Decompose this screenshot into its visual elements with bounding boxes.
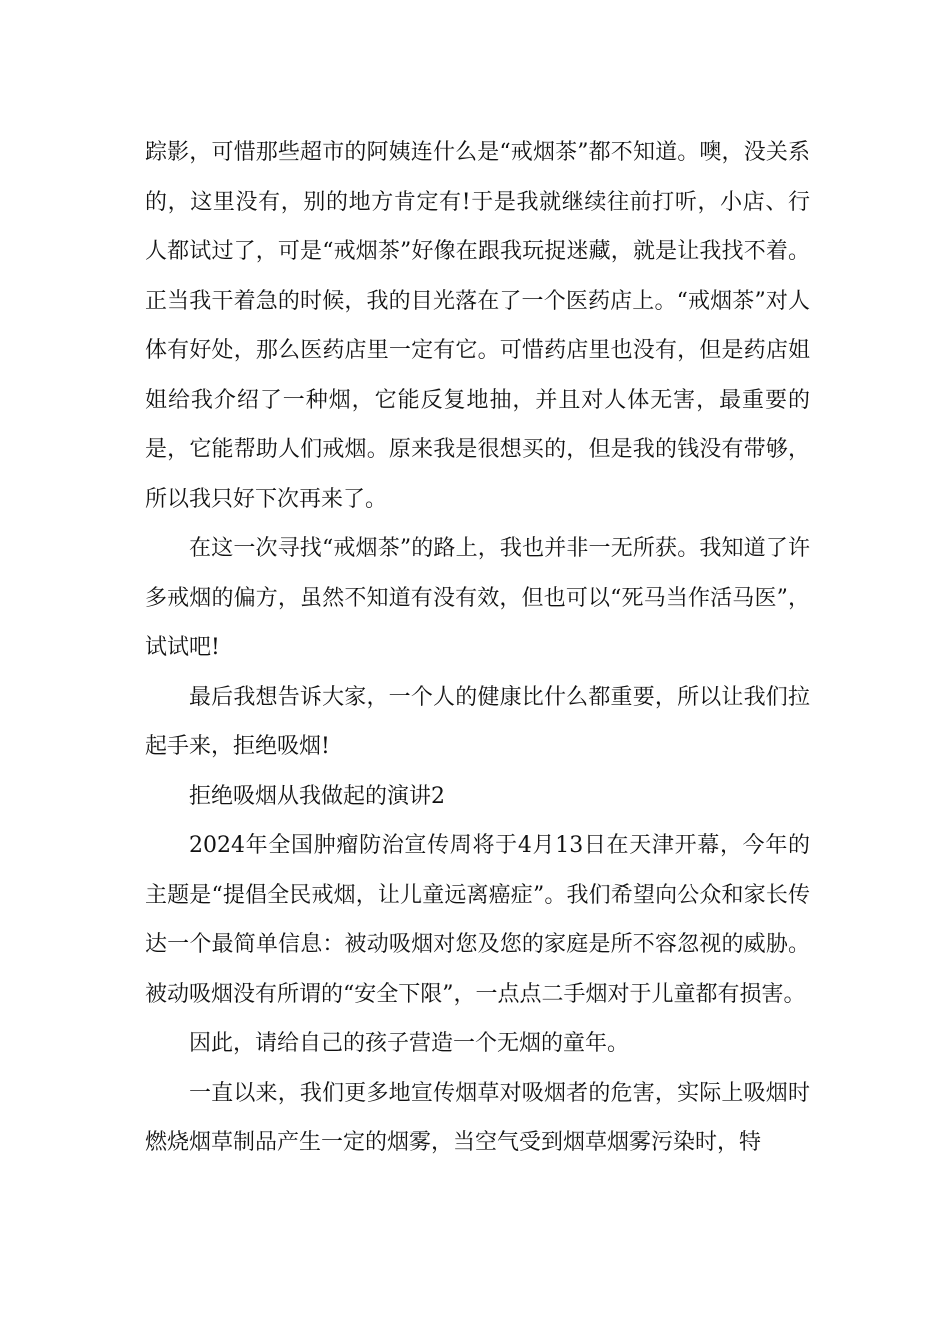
paragraph: 最后我想告诉大家，一个人的健康比什么都重要，所以让我们拉起手来，拒绝吸烟! xyxy=(145,684,810,759)
section-heading: 拒绝吸烟从我做起的演讲2 xyxy=(189,783,445,809)
paragraph: 在这一次寻找“戒烟茶”的路上，我也并非一无所获。我知道了许多戒烟的偏方，虽然不知道有没有效，但也可以“死马当作活马医”，试试吧! xyxy=(145,536,810,660)
paragraph: 一直以来，我们更多地宣传烟草对吸烟者的危害，实际上吸烟时燃烧烟草制品产生一定的烟雾，当空气受到烟草烟雾污染时，特 xyxy=(145,1080,810,1155)
paragraph: 2024年全国肿瘤防治宣传周将于4月13日在天津开幕，今年的主题是“提倡全民戒烟，让儿童远离癌症”。我们希望向公众和家长传达一个最简单信息：被动吸烟对您及您的家庭是所不容忽视的威胁。被动吸烟没有所谓的“安全下限”，一点点二手烟对于儿童都有损害。 xyxy=(145,833,810,1007)
paragraph-continuation: 踪影，可惜那些超市的阿姨连什么是“戒烟茶”都不知道。噢，没关系的，这里没有，别的地方肯定有!于是我就继续往前打听，小店、行人都试过了，可是“戒烟茶”好像在跟我玩捉迷藏，就是让我找不着。正当我干着急的时候，我的目光落在了一个医药店上。“戒烟茶”对人体有好处，那么医药店里一定有它。可惜药店里也没有，但是药店姐姐给我介绍了一种烟，它能反复地抽，并且对人体无害，最重要的是，它能帮助人们戒烟。原来我是很想买的，但是我的钱没有带够，所以我只好下次再来了。 xyxy=(145,140,810,512)
document-body xyxy=(145,128,810,1168)
paragraph: 因此，请给自己的孩子营造一个无烟的童年。 xyxy=(189,1031,630,1056)
